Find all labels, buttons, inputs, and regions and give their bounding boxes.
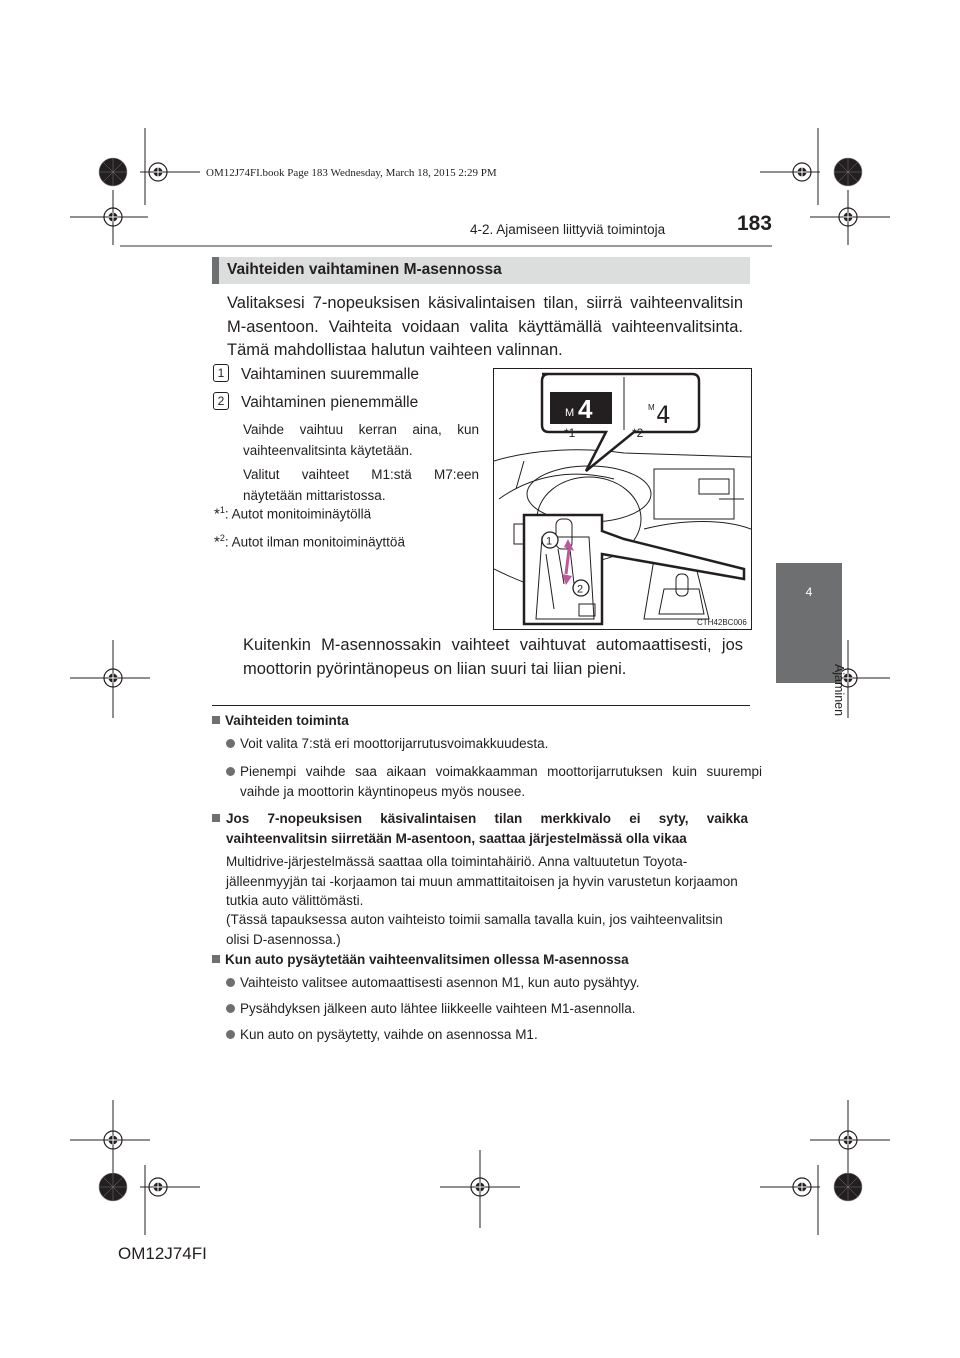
callout-2: 2: [577, 583, 584, 596]
after-figure-paragraph: Kuitenkin M-asennossakin vaihteet vaihtuvat automaattisesti, jos moottorin pyörintänopeus on liian suuri tai liian pieni.: [243, 636, 743, 678]
label-asterisk-1: *1: [564, 426, 576, 440]
square-bullet-icon: [212, 955, 220, 963]
side-tab-number: 4: [805, 585, 813, 599]
step-text: Vaihtaminen suuremmalle: [241, 366, 420, 383]
side-tab-label: Ajaminen: [832, 663, 846, 717]
round-bullet-icon: [226, 767, 235, 776]
header-rule: [120, 245, 772, 247]
footnote: *$^1$: Autot monitoiminäytöllä: [214, 505, 372, 523]
figure-code: CTH42BC006: [697, 618, 747, 627]
round-bullet-icon: [226, 1030, 235, 1039]
round-bullet-icon: [226, 739, 235, 748]
footer-code: OM12J74FI: [118, 1244, 207, 1263]
note-text: Valitut vaihteet M1:stä M7:een näytetään mittaristossa.: [243, 467, 479, 503]
subheading-warning-light: [212, 809, 225, 829]
list-item: Pienempi vaihde saa aikaan voimakkaamman moottorijarrutuksen kuin suurempi vaihde ja moottorin käyntinopeus myös nousee.: [226, 762, 762, 802]
step-1: [213, 364, 419, 384]
intro-paragraph: Valitaksesi 7-nopeuksisen käsivalintaisen tilan, siirrä vaihteenvalitsin M-asentoon. Vaihteita voidaan valita käyttämällä vaihteenvalitsinta. Tämä mahdollistaa halutun vaihteen valinnan.: [227, 294, 743, 359]
body-paragraph: Multidrive-järjestelmässä saattaa olla toimintahäiriö. Anna valtuutetun Toyota-jälleenmyyjän tai -korjaamon tai muun ammattitaitoisen ja hyvin varustetun korjaamon tutkia auto välittömästi.: [226, 854, 738, 908]
square-bullet-icon: [212, 814, 220, 822]
left-display-gear: 4: [578, 394, 593, 424]
book-info: OM12J74FI.book Page 183 Wednesday, March 18, 2015 2:29 PM: [206, 167, 497, 179]
note-text: Vaihde vaihtuu kerran aina, kun vaihteenvalitsinta käytetään.: [243, 422, 479, 458]
chapter-title: 4-2. Ajamiseen liittyviä toimintoja: [470, 222, 666, 237]
list-item: Kun auto on pysäytetty, vaihde on asennossa M1.: [226, 1025, 762, 1045]
subheading-stopping: Kun auto pysäytetään vaihteenvalitsimen ollessa M-asennossa: [212, 950, 629, 970]
step-text: Vaihtaminen pienemmälle: [241, 394, 419, 411]
right-display-gear: 4: [656, 401, 671, 429]
round-bullet-icon: [226, 1004, 235, 1013]
round-bullet-icon: [226, 978, 235, 987]
footnote: *$^2$: Autot ilman monitoiminäyttöä: [214, 533, 405, 551]
page-number: 183: [736, 212, 772, 235]
list-item: Vaihteisto valitsee automaattisesti asennon M1, kun auto pysähtyy.: [226, 973, 762, 993]
section-header: [212, 257, 750, 284]
list-item: Pysähdyksen jälkeen auto lähtee liikkeelle vaihteen M1-asennolla.: [226, 999, 762, 1019]
square-bullet-icon: [212, 716, 220, 724]
section-divider: [212, 705, 750, 706]
body-paragraph: (Tässä tapauksessa auton vaihteisto toimii samalla tavalla kuin, jos vaihteenvalitsin olisi D-asennossa.): [226, 912, 723, 947]
section-accent: [212, 257, 219, 284]
subheading-warning-text: Jos 7-nopeuksisen käsivalintaisen tilan merkkivalo ei syty, vaikka vaihteenvalitsin siirretään M-asentoon, saattaa järjestelmässä olla vikaa: [226, 811, 748, 846]
list-item: Voit valita 7:stä eri moottorijarrutusvoimakkuudesta.: [226, 734, 762, 754]
gear-shift-illustration: [493, 368, 752, 630]
left-display-mode: M: [565, 407, 575, 419]
callout-1: 1: [546, 535, 553, 548]
right-display-mode: M: [648, 403, 655, 412]
step-2: [213, 392, 418, 412]
section-title: Vaihteiden vaihtaminen M-asennossa: [227, 261, 502, 278]
label-asterisk-2: *2: [632, 426, 644, 440]
subheading-vaihteiden-toiminta: Vaihteiden toiminta: [212, 711, 349, 731]
step-number: 2: [213, 392, 229, 410]
step-number: 1: [213, 364, 229, 382]
